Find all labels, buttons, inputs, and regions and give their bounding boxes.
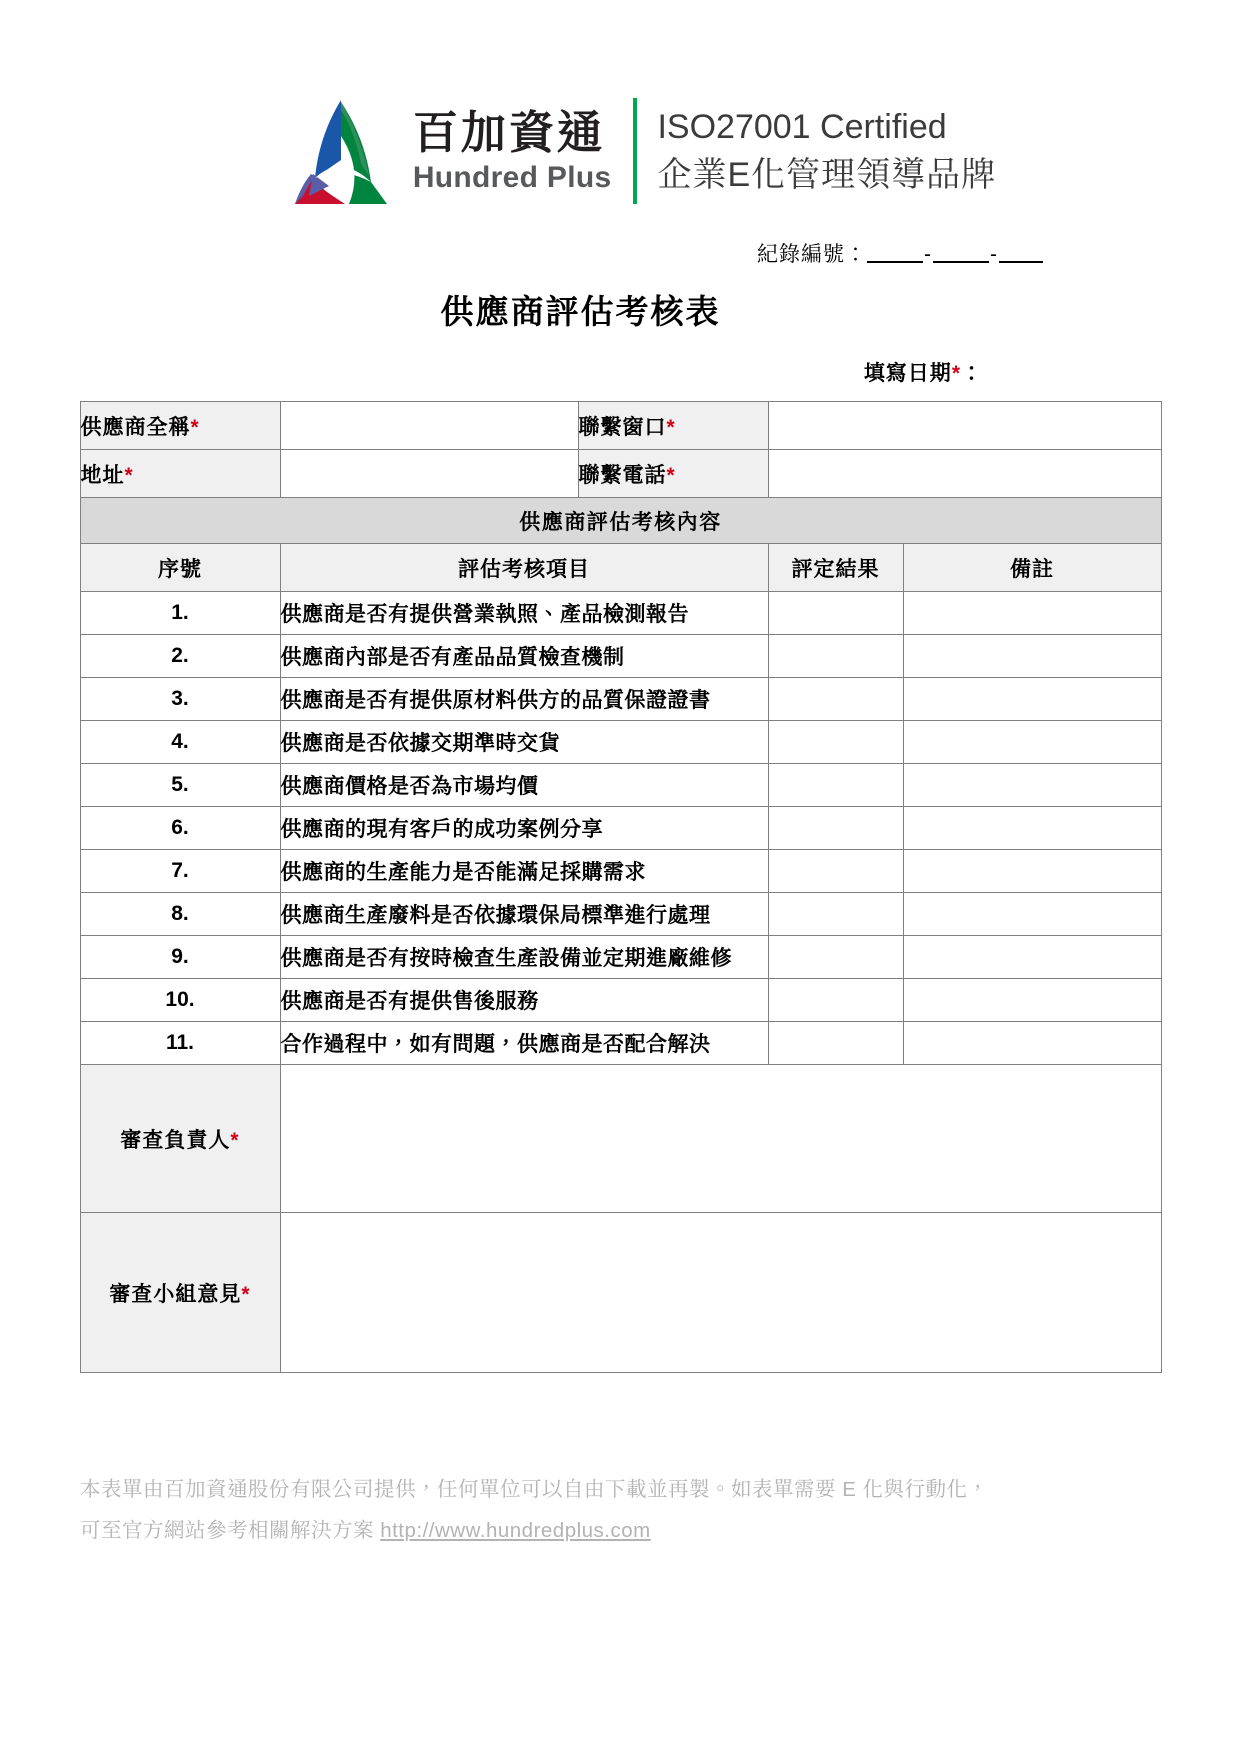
item-no: 3. — [80, 678, 280, 721]
footer-line-2-prefix: 可至官方網站參考相關解決方案 — [80, 1519, 381, 1542]
item-text: 供應商生產廢料是否依據環保局標準進行處理 — [280, 893, 768, 936]
item-result-input[interactable] — [768, 807, 903, 850]
item-remark-input[interactable] — [903, 936, 1161, 979]
table-row — [80, 893, 1161, 936]
table-row — [80, 498, 1161, 544]
reviewer-input[interactable] — [280, 1065, 1161, 1213]
table-row — [80, 635, 1161, 678]
footer-line-2 — [80, 1510, 1161, 1551]
supplier-name-required-mark: * — [190, 415, 200, 439]
supplier-name-input[interactable] — [280, 402, 578, 450]
item-remark-input[interactable] — [903, 635, 1161, 678]
table-row — [80, 402, 1161, 450]
record-number-blank-3[interactable] — [999, 242, 1043, 263]
contact-phone-label — [578, 450, 768, 498]
footer-line-1: 本表單由百加資通股份有限公司提供，任何單位可以自由下載並再製。如表單需要 E 化與行動化， — [80, 1478, 989, 1501]
contact-person-label — [578, 402, 768, 450]
brand-divider — [633, 98, 637, 204]
table-row — [80, 807, 1161, 850]
item-result-input[interactable] — [768, 592, 903, 635]
footer-disclaimer — [80, 1469, 1161, 1551]
brand-name-en: Hundred Plus — [412, 160, 612, 194]
item-text: 供應商內部是否有產品品質檢查機制 — [280, 635, 768, 678]
brand-header — [0, 0, 1241, 210]
contact-phone-required-mark: * — [666, 463, 676, 487]
committee-opinion-label — [80, 1213, 280, 1373]
table-row — [80, 850, 1161, 893]
address-label — [80, 450, 280, 498]
table-row — [80, 764, 1161, 807]
record-number-blank-1[interactable] — [867, 242, 923, 263]
item-result-input[interactable] — [768, 850, 903, 893]
item-text: 合作過程中，如有問題，供應商是否配合解決 — [280, 1022, 768, 1065]
item-no: 4. — [80, 721, 280, 764]
table-row — [80, 936, 1161, 979]
table-row — [80, 721, 1161, 764]
item-remark-input[interactable] — [903, 764, 1161, 807]
item-no: 2. — [80, 635, 280, 678]
table-row — [80, 979, 1161, 1022]
item-text: 供應商是否有提供原材料供方的品質保證證書 — [280, 678, 768, 721]
item-text: 供應商的生產能力是否能滿足採購需求 — [280, 850, 768, 893]
item-remark-input[interactable] — [903, 592, 1161, 635]
reviewer-required-mark: * — [230, 1128, 240, 1152]
record-number-blank-2[interactable] — [933, 242, 989, 263]
record-number-dash-1: - — [924, 243, 932, 266]
fill-date-colon: ： — [961, 362, 983, 385]
tagline-iso: ISO27001 Certified — [657, 107, 947, 146]
triangle-logo-icon — [275, 92, 407, 210]
fill-date-required-mark: * — [951, 362, 961, 385]
column-header-result: 評定結果 — [768, 544, 903, 592]
footer-website-link[interactable]: http://www.hundredplus.com — [380, 1519, 651, 1542]
record-number-label: 紀錄編號： — [757, 243, 867, 266]
table-row — [80, 678, 1161, 721]
page-title: 供應商評估考核表 — [440, 293, 721, 330]
table-row — [80, 1022, 1161, 1065]
item-text: 供應商價格是否為市場均價 — [280, 764, 768, 807]
column-header-item: 評估考核項目 — [280, 544, 768, 592]
reviewer-label — [80, 1065, 280, 1213]
item-result-input[interactable] — [768, 893, 903, 936]
item-text: 供應商是否有按時檢查生產設備並定期進廠維修 — [280, 936, 768, 979]
address-required-mark: * — [124, 463, 134, 487]
item-result-input[interactable] — [768, 764, 903, 807]
section-header: 供應商評估考核內容 — [80, 498, 1161, 544]
fill-date-label: 填寫日期 — [863, 362, 952, 385]
table-row — [80, 450, 1161, 498]
committee-opinion-required-mark: * — [241, 1282, 251, 1306]
item-remark-input[interactable] — [903, 893, 1161, 936]
committee-opinion-input[interactable] — [280, 1213, 1161, 1373]
item-result-input[interactable] — [768, 979, 903, 1022]
column-header-no: 序號 — [80, 544, 280, 592]
contact-person-required-mark: * — [666, 415, 676, 439]
contact-person-label-text: 聯繫窗口 — [578, 415, 667, 439]
contact-phone-label-text: 聯繫電話 — [578, 463, 667, 487]
item-no: 7. — [80, 850, 280, 893]
item-text: 供應商是否有提供營業執照、產品檢測報告 — [280, 592, 768, 635]
item-remark-input[interactable] — [903, 721, 1161, 764]
item-result-input[interactable] — [768, 635, 903, 678]
table-row — [80, 1213, 1161, 1373]
item-remark-input[interactable] — [903, 850, 1161, 893]
column-header-remark: 備註 — [903, 544, 1161, 592]
committee-opinion-label-text: 審查小組意見 — [109, 1282, 242, 1306]
item-no: 9. — [80, 936, 280, 979]
item-no: 1. — [80, 592, 280, 635]
item-no: 6. — [80, 807, 280, 850]
item-remark-input[interactable] — [903, 1022, 1161, 1065]
item-no: 8. — [80, 893, 280, 936]
brand-name-cn: 百加資通 — [412, 106, 605, 158]
item-result-input[interactable] — [768, 936, 903, 979]
tagline-slogan: 企業E化管理領導品牌 — [657, 156, 997, 194]
item-no: 10. — [80, 979, 280, 1022]
item-text: 供應商的現有客戶的成功案例分享 — [280, 807, 768, 850]
table-row — [80, 1065, 1161, 1213]
fill-date-line — [0, 357, 1241, 387]
item-result-input[interactable] — [768, 721, 903, 764]
item-result-input[interactable] — [768, 678, 903, 721]
address-label-text: 地址 — [80, 463, 125, 487]
contact-person-input[interactable] — [768, 402, 1161, 450]
record-number-dash-2: - — [990, 243, 998, 266]
item-no: 11. — [80, 1022, 280, 1065]
brand-tagline — [657, 105, 996, 197]
brand-wordmark — [413, 107, 634, 195]
item-text: 供應商是否依據交期準時交貨 — [280, 721, 768, 764]
record-number-line — [0, 238, 1241, 268]
supplier-name-label-text: 供應商全稱 — [80, 415, 191, 439]
item-remark-input[interactable] — [903, 979, 1161, 1022]
supplier-name-label — [80, 402, 280, 450]
table-row — [80, 592, 1161, 635]
item-text: 供應商是否有提供售後服務 — [280, 979, 768, 1022]
supplier-evaluation-table — [80, 401, 1162, 1373]
reviewer-label-text: 審查負責人 — [120, 1128, 231, 1152]
address-input[interactable] — [280, 450, 578, 498]
item-result-input[interactable] — [768, 1022, 903, 1065]
table-header-row — [80, 544, 1161, 592]
item-remark-input[interactable] — [903, 807, 1161, 850]
item-remark-input[interactable] — [903, 678, 1161, 721]
item-no: 5. — [80, 764, 280, 807]
contact-phone-input[interactable] — [768, 450, 1161, 498]
